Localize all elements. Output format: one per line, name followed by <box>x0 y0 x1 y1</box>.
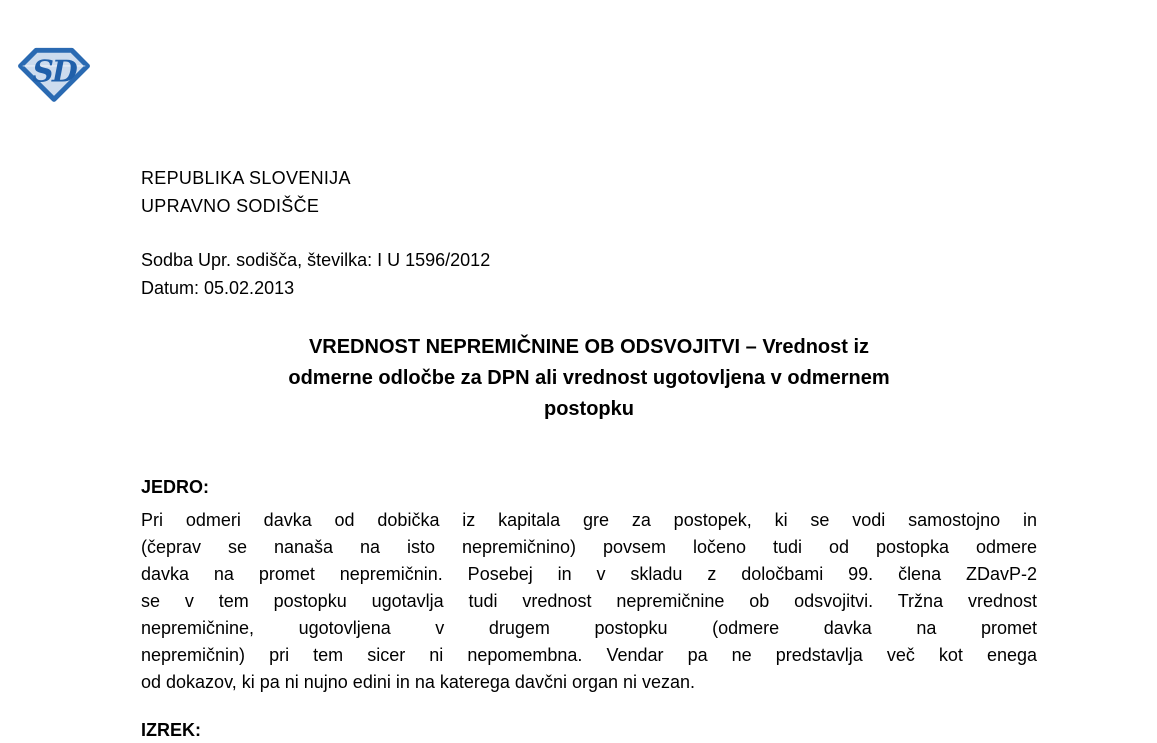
title-line: VREDNOST NEPREMIČNINE OB ODSVOJITVI – Vrednost iz <box>308 336 870 358</box>
title-line: postopku <box>544 398 634 420</box>
case-info <box>141 246 1037 302</box>
logo-letters: SD <box>32 54 76 90</box>
izrek-heading: IZREK: <box>141 720 201 740</box>
jedro-line: se v tem postopku ugotavlja tudi vrednost nepremičnine ob odsvojitvi. Tržna vrednost <box>141 591 1037 611</box>
jedro-text <box>141 507 1037 696</box>
jedro-line: nepremičnin) pri tem sicer ni nepomembna. Vendar pa ne predstavlja več kot enega <box>141 645 1037 665</box>
diamond-sd-icon <box>17 46 91 103</box>
document-header <box>141 164 1037 220</box>
jedro-line: davka na promet nepremičnin. Posebej in v skladu z določbami 99. člena ZDavP-2 <box>141 564 1037 584</box>
case-number-line: Sodba Upr. sodišča, številka: I U 1596/2012 <box>141 250 491 270</box>
jedro-heading: JEDRO: <box>141 477 210 497</box>
jedro-line: nepremičnine, ugotovljena v drugem postopku (odmere davka na promet <box>141 618 1037 638</box>
date-line: Datum: 05.02.2013 <box>141 278 295 298</box>
court-line: UPRAVNO SODIŠČE <box>141 196 320 216</box>
document-title <box>141 332 1037 425</box>
jedro-line: Pri odmeri davka od dobička iz kapitala gre za postopek, ki se vodi samostojno in <box>141 510 1037 530</box>
title-line: odmerne odločbe za DPN ali vrednost ugotovljena v odmernem <box>288 367 890 389</box>
republic-line: REPUBLIKA SLOVENIJA <box>141 168 351 188</box>
jedro-line: (čeprav se nanaša na isto nepremičnino) povsem ločeno tudi od postopka odmere <box>141 537 1037 557</box>
jedro-line: od dokazov, ki pa ni nujno edini in na katerega davčni organ ni vezan. <box>141 672 696 692</box>
court-logo <box>17 46 91 103</box>
